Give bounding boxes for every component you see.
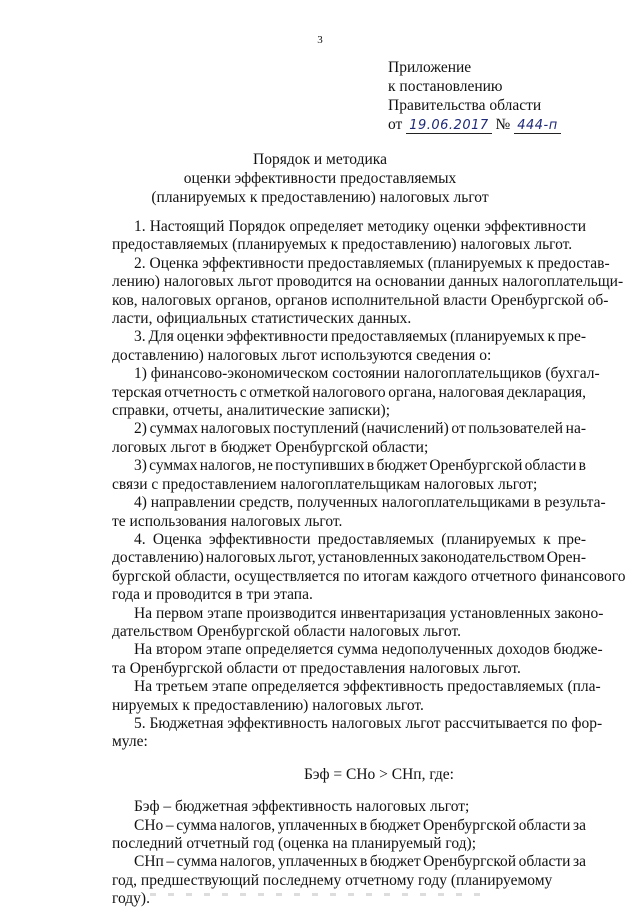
paragraph-line: На первом этапе производится инвентаризация установленных законо- [134,604,604,622]
paragraph [112,420,586,457]
title-line-3: (планируемых к предоставлению) налоговых льгот [151,189,489,206]
document-title [0,150,640,207]
scan-artifact [150,893,490,896]
title-line-1: Порядок и методика [253,151,387,168]
paragraph-line: года и проводится в три этапа. [112,586,313,604]
paragraph [112,254,624,329]
paragraph [112,604,604,642]
paragraph-line: На третьем этапе определяется эффективность предоставляемых (пла- [134,678,601,696]
definition [112,853,586,908]
paragraph-line: 3) суммах налогов, не поступивших в бюджет Оренбургской области в [134,457,586,475]
paragraph-list [112,218,626,752]
definition-line: СНп – сумма налогов, уплаченных в бюджет Оренбургской области за [134,853,586,871]
paragraph [112,494,606,531]
paragraph [112,328,586,365]
paragraph-line: предоставляемых (планируемых к предоставлению) налоговых льгот. [112,236,573,254]
appendix-government: Правительства области [388,97,542,114]
paragraph-line: та Оренбургской области от предоставления налоговых льгот. [112,659,521,677]
appendix-block [388,58,561,135]
definition [112,798,586,816]
handwritten-date: 19.06.2017 [406,118,491,134]
formula: Бэф = СНо > СНп, где: [303,765,454,783]
definition-line: последний отчетный год (оценка на планируемый год); [112,835,477,852]
paragraph-line: муле: [112,733,148,751]
appendix-resolution: к постановлению [388,78,503,95]
paragraph-line: доставлению) налоговых льгот, установленных законодательством Орен- [112,549,586,567]
paragraph-line: ласти, официальных статистических данных. [112,310,412,328]
page-number: 3 [317,34,323,46]
paragraph [112,365,600,420]
paragraph-line: 1. Настоящий Порядок определяет методику оценки эффективности [134,218,586,235]
appendix-date-line [388,115,561,135]
paragraph-line: 2. Оценка эффективности предоставляемых (планируемых к предостав- [134,254,610,272]
paragraph-line: 4. Оценка эффективности предоставляемых (планируемых к пре- [134,530,586,548]
number-sign: № [495,116,511,133]
paragraph [112,714,603,752]
paragraph-line: 3. Для оценки эффективности предоставляемых (планируемых к пре- [134,328,586,346]
definition [112,817,586,854]
definition-line: Бэф – бюджетная эффективность налоговых льгот; [134,798,470,816]
appendix-title: Приложение [388,59,472,76]
paragraph-line: 2) суммах налоговых поступлений (начислений) от пользователей на- [134,420,586,438]
paragraph-line: 1) финансово-экономическом состоянии налогоплательщиков (бухгал- [134,365,600,383]
title-line-2: оценки эффективности предоставляемых [183,170,457,187]
paragraph-line: ков, налоговых органов, органов исполнительной власти Оренбургской об- [112,291,609,309]
paragraph-line: 5. Бюджетная эффективность налоговых льгот рассчитывается по фор- [134,714,603,732]
handwritten-number: 444-п [514,118,561,134]
paragraph-line: На втором этапе определяется сумма недополученных доходов бюдже- [134,641,603,659]
paragraph-line: 4) направлении средств, полученных налогоплательщиками в результа- [134,494,606,512]
paragraph-line: бургской области, осуществляется по итогам каждого отчетного финансового [112,567,626,585]
paragraph-line: нируемых к предоставлению) налоговых льгот. [112,696,424,714]
definition-line: СНо – сумма налогов, уплаченных в бюджет Оренбургской области за [134,816,586,834]
paragraph-line: справки, отчеты, аналитические записки); [112,402,391,420]
from-label: от [388,116,403,133]
definition-line: год, предшествующий последнему отчетному году (планируемому году). [112,871,553,908]
paragraph [112,530,626,605]
paragraph [112,218,586,255]
paragraph-line: доставлению) налоговых льгот используются сведения о: [112,346,492,364]
paragraph-line: дательством Оренбургской области налоговых льгот. [112,622,462,640]
paragraph-line: те использования налоговых льгот. [112,512,343,530]
paragraph-line: логовых льгот в бюджет Оренбургской области; [112,438,429,456]
paragraph-line: лению) налоговых льгот проводится на основании данных налогоплательщи- [112,273,624,291]
paragraph [112,678,601,715]
paragraph-line: терская отчетность с отметкой налогового органа, налоговая декларация, [112,383,586,401]
paragraph [112,641,603,678]
paragraph [112,457,586,494]
paragraph-line: связи с предоставлением налогоплательщикам налоговых льгот; [112,475,538,493]
document-body [112,218,626,909]
